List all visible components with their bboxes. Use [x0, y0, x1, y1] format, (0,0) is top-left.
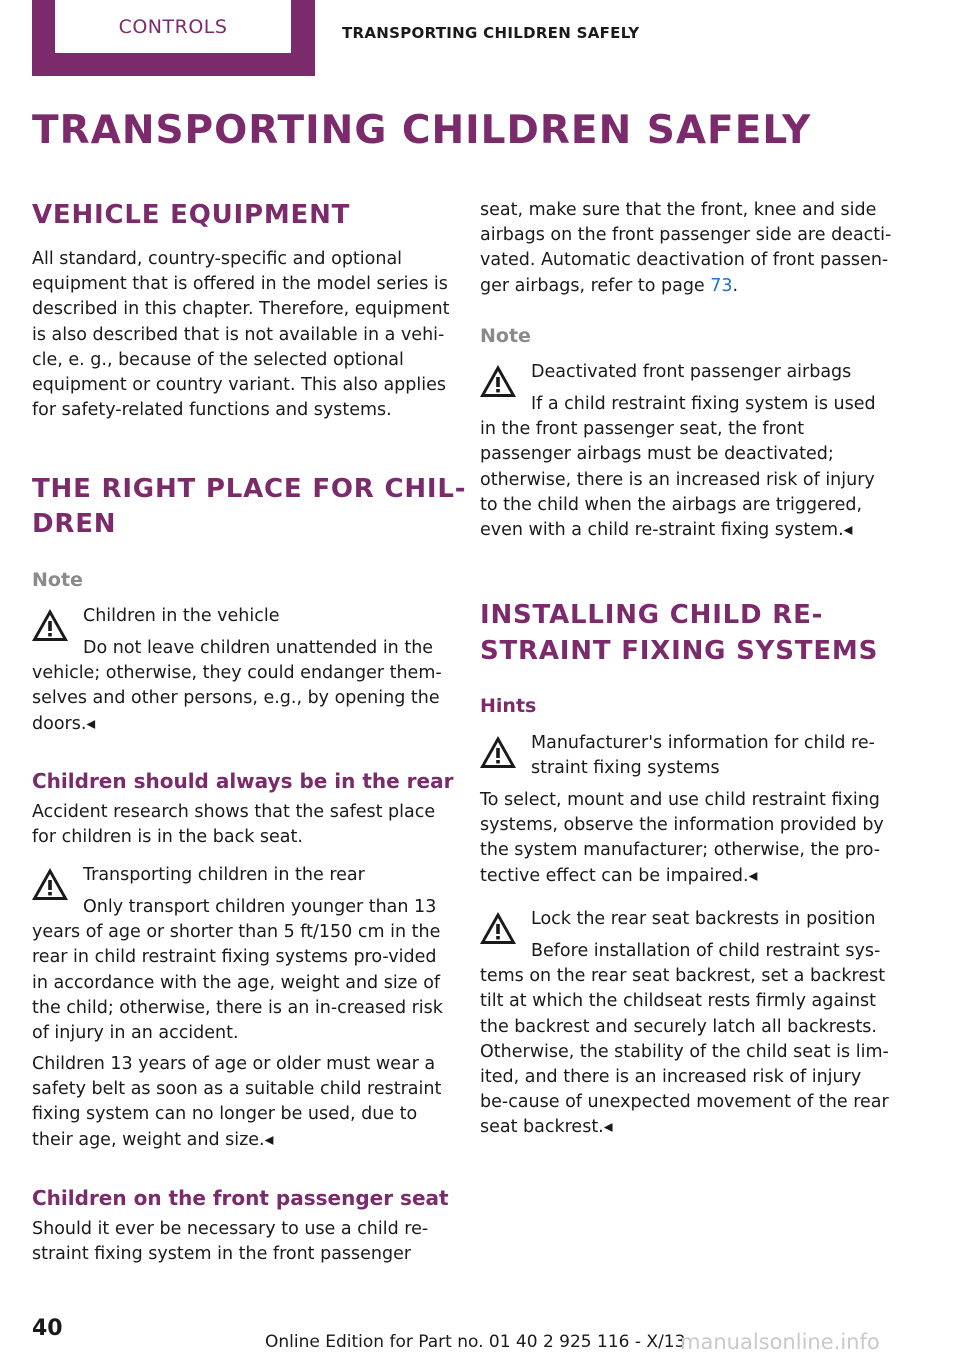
header-tab-label[interactable]: CONTROLS	[118, 15, 228, 38]
heading-installing-line2: STRAINT FIXING SYSTEMS	[480, 636, 879, 666]
warning-title-manufacturer-info: Manufacturer's information for child re-straint fixing systems	[531, 733, 875, 778]
warning-body-children-in-vehicle: Do not leave children unattended in the vehicle; otherwise, they could endanger them-selves and other persons, e.g., by opening the doors.◂	[32, 638, 442, 734]
warning-title-deactivated-airbags: Deactivated front passenger airbags	[531, 362, 852, 382]
warning-body-deactivated-airbags: If a child restraint fixing system is used in the front passenger seat, the front passenger airbags must be deactivated; otherwise, there is an increased risk of injury to the child when the airbags are triggered, even with a child re-straint fixing system.◂	[480, 394, 876, 541]
warning-body-manufacturer-info: To select, mount and use child restraint fixing systems, observe the information provided by the system manufacturer; otherwise, the pro-tective effect can be impaired.◂	[480, 790, 884, 886]
warning-body-transporting-rear: Only transport children younger than 13 years of age or shorter than 5 ft/150 cm in the rear in child restraint fixing systems pro-vided in accordance with the age, weight and size of the child; otherwise, there is an in-creased risk of injury in an accident.	[32, 897, 443, 1044]
continued-text: seat, make sure that the front, knee and side airbags on the front passenger side are deacti-vated. Automatic deactivation of front passen-ger airbags, refer to page	[480, 200, 892, 296]
warning-title-children-in-vehicle: Children in the vehicle	[83, 606, 280, 626]
heading-right-place-line2: DREN	[32, 509, 117, 539]
warning-title-transporting-rear: Transporting children in the rear	[83, 865, 365, 885]
front-passenger-text: Should it ever be necessary to use a child re-straint fixing system in the front passenger	[32, 1219, 429, 1265]
page-73-link[interactable]: 73	[710, 275, 733, 296]
note-label-1: Note	[32, 569, 83, 591]
page-number: 40	[32, 1316, 63, 1341]
note-label-2: Note	[480, 325, 531, 347]
continued-airbag-text	[480, 198, 892, 299]
page-title: TRANSPORTING CHILDREN SAFELY	[32, 108, 812, 153]
rear-seat-text: Accident research shows that the safest place for children is in the back seat.	[32, 802, 436, 848]
edition-footer: Online Edition for Part no. 01 40 2 925 116 - X/13	[265, 1332, 686, 1352]
warning-body-lock-backrests: Before installation of child restraint sys-tems on the rear seat backrest, set a backrest tilt at which the childseat rests firmly against the backrest and securely latch all backrests. Otherwise, the stability of the child seat is lim-ited, and there is an increased risk of injury be-cause of unexpected movement of the rear seat backrest.◂	[480, 941, 889, 1138]
vehicle-equipment-text: All standard, country-specific and optional equipment that is offered in the model series is described in this chapter. Therefore, equipment is also described that is not available in a vehi-cle, e. g., because of the selected optional equipment or country variant. This also applies for safety-related functions and systems.	[32, 249, 450, 421]
hints-label: Hints	[480, 695, 537, 717]
watermark: manualsonline.info	[680, 1330, 880, 1354]
warning-body-older-children: Children 13 years of age or older must wear a safety belt as soon as a suitable child restraint fixing system can no longer be used, due to their age, weight and size.◂	[32, 1054, 442, 1150]
heading-vehicle-equipment: VEHICLE EQUIPMENT	[32, 200, 351, 230]
heading-children-rear: Children should always be in the rear	[32, 769, 454, 793]
heading-right-place-line1: THE RIGHT PLACE FOR CHIL-	[32, 474, 467, 504]
heading-installing-line1: INSTALLING CHILD RE-	[480, 600, 824, 630]
warning-triangle-icon	[478, 734, 518, 770]
continued-text-end: .	[732, 275, 739, 296]
warning-title-lock-backrests: Lock the rear seat backrests in position	[531, 909, 876, 929]
heading-front-passenger: Children on the front passenger seat	[32, 1186, 449, 1210]
running-head: TRANSPORTING CHILDREN SAFELY	[342, 24, 640, 42]
